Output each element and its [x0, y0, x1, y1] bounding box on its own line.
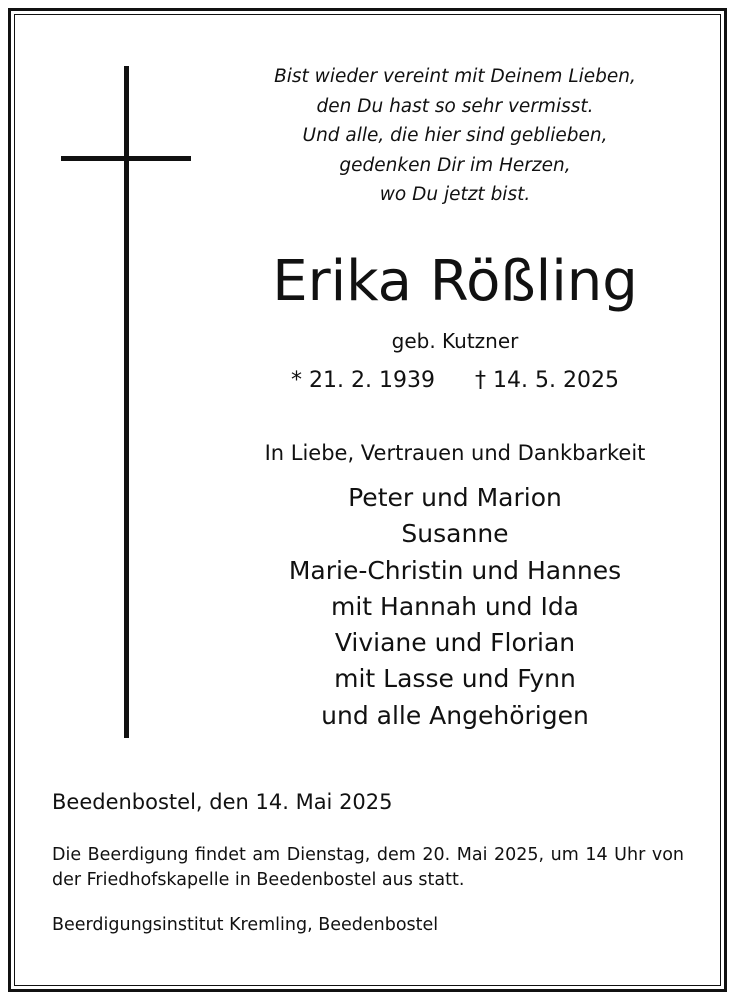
deceased-name: Erika Rößling — [272, 249, 638, 314]
funeral-institute: Beerdigungsinstitut Kremling, Beedenbostel — [52, 915, 439, 935]
death-date: † 14. 5. 2025 — [475, 368, 619, 393]
mourner-line: Peter und Marion — [348, 483, 562, 512]
tagline: In Liebe, Vertrauen und Dankbarkeit — [264, 441, 646, 465]
birth-date: * 21. 2. 1939 — [291, 368, 435, 393]
mourners-list — [190, 480, 720, 734]
poem-line: gedenken Dir im Herzen, — [339, 154, 571, 176]
cross-horizontal-bar — [61, 156, 191, 161]
mourner-line: mit Hannah und Ida — [330, 591, 580, 621]
mourner-line: Viviane und Florian — [334, 628, 576, 658]
mourner-line: mit Lasse und Fynn — [334, 664, 576, 694]
funeral-notice: Die Beerdigung findet am Dienstag, dem 20. Mai 2025, um 14 Uhr von der Friedhofskapelle in Beedenbostel aus statt. — [52, 845, 684, 890]
mourner-line: Susanne — [401, 519, 509, 549]
place-date: Beedenbostel, den 14. Mai 2025 — [52, 790, 393, 814]
life-dates — [190, 364, 720, 398]
mourner-line: und alle Angehörigen — [321, 700, 589, 730]
poem-line: Bist wieder vereint mit Deinem Lieben, — [274, 66, 636, 87]
maiden-name: geb. Kutzner — [391, 329, 519, 353]
poem-line: wo Du jetzt bist. — [379, 184, 531, 205]
cross-vertical-bar — [124, 66, 129, 738]
poem-line: Und alle, die hier sind geblieben, — [302, 125, 608, 146]
mourner-line: Marie-Christin und Hannes — [288, 555, 622, 585]
poem — [190, 62, 720, 210]
poem-line: den Du hast so sehr vermisst. — [316, 95, 594, 117]
